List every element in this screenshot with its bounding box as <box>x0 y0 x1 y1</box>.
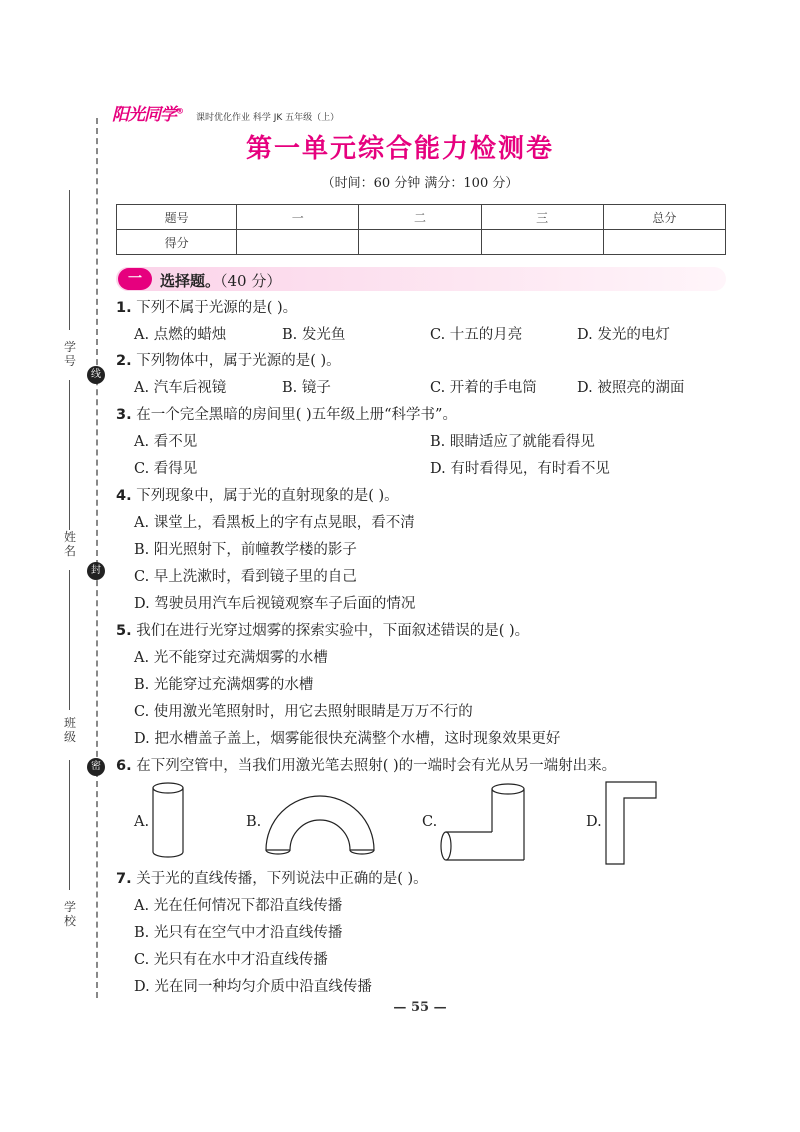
question-stem <box>116 351 341 371</box>
option-b[interactable]: B. 镜子 <box>282 380 331 396</box>
student-id-label: 学号 <box>63 340 76 368</box>
question-stem <box>116 621 529 641</box>
question-stem <box>116 298 297 318</box>
score-table-header-row <box>117 205 726 230</box>
name-label: 姓名 <box>63 530 76 558</box>
question-stem <box>116 869 428 889</box>
score-table-cell: 题号 <box>117 205 237 230</box>
question-text: 下列不属于光源的是( )。 <box>131 300 298 316</box>
question-number: 6. <box>116 758 132 774</box>
section-points: （40 分） <box>220 272 282 290</box>
brand-name: 阳光同学 <box>112 105 176 125</box>
question-number: 2. <box>116 353 132 369</box>
section-title <box>160 270 281 291</box>
option-c[interactable]: C. 开着的手电筒 <box>430 380 537 396</box>
option-b[interactable]: B. 发光鱼 <box>282 327 346 343</box>
option-d[interactable]: D. 光在同一种均匀介质中沿直线传播 <box>134 979 372 995</box>
option-c[interactable]: C. 光只有在水中才沿直线传播 <box>134 952 328 968</box>
score-input-cell[interactable] <box>237 230 359 255</box>
option-d[interactable]: D. 驾驶员用汽车后视镜观察车子后面的情况 <box>134 596 416 612</box>
student-id-line <box>69 190 70 330</box>
page-number: — 55 — <box>393 1000 447 1015</box>
question-text: 下列物体中，属于光源的是( )。 <box>131 353 341 369</box>
class-label: 班级 <box>63 716 76 744</box>
question-text: 下列现象中，属于光的直射现象的是( )。 <box>131 488 399 504</box>
seal-secret-mark: 密 <box>87 758 105 776</box>
straight-tube-figure <box>150 780 190 862</box>
score-table-cell: 得分 <box>117 230 237 255</box>
question-stem <box>116 486 399 506</box>
question-text: 在一个完全黑暗的房间里( )五年级上册“科学书”。 <box>131 407 457 423</box>
l-shaped-tube-figure <box>440 780 530 866</box>
score-table <box>116 204 726 255</box>
option-a[interactable]: A. <box>134 814 150 830</box>
series-info: 课时优化作业 科学 JK 五年级（上） <box>196 113 340 123</box>
option-c[interactable]: C. 十五的月亮 <box>430 327 523 343</box>
option-c[interactable]: C. 早上洗漱时，看到镜子里的自己 <box>134 569 357 585</box>
option-d[interactable]: D. 被照亮的湖面 <box>577 380 685 396</box>
question-number: 5. <box>116 623 132 639</box>
option-a[interactable]: A. 点燃的蜡烛 <box>134 327 227 343</box>
question-number: 1. <box>116 300 132 316</box>
option-d[interactable]: D. <box>586 814 602 830</box>
option-c[interactable]: C. 使用激光笔照射时，用它去照射眼睛是万万不行的 <box>134 704 473 720</box>
section-title-text: 选择题。 <box>160 272 221 290</box>
option-a[interactable]: A. 汽车后视镜 <box>134 380 227 396</box>
option-b[interactable]: B. 光只有在空气中才沿直线传播 <box>134 925 343 941</box>
option-a[interactable]: A. 光不能穿过充满烟雾的水槽 <box>134 650 328 666</box>
name-line <box>69 380 70 530</box>
option-a[interactable]: A. 课堂上，看黑板上的字有点晃眼，看不清 <box>134 515 415 531</box>
option-a[interactable]: A. 光在任何情况下都沿直线传播 <box>134 898 343 914</box>
option-d[interactable]: D. 有时看得见，有时看不见 <box>430 461 610 477</box>
exam-time-score: （时间：60 分钟 满分：100 分） <box>321 176 519 191</box>
school-label: 学校 <box>63 900 76 928</box>
option-b[interactable]: B. <box>246 814 262 830</box>
score-input-cell[interactable] <box>481 230 603 255</box>
question-number: 4. <box>116 488 132 504</box>
class-line <box>69 570 70 710</box>
question-text: 我们在进行光穿过烟雾的探索实验中，下面叙述错误的是( )。 <box>131 623 530 639</box>
score-input-cell[interactable] <box>603 230 725 255</box>
option-c[interactable]: C. <box>422 814 438 830</box>
option-c[interactable]: C. 看得见 <box>134 461 198 477</box>
option-d[interactable]: D. 把水槽盖子盖上，烟雾能很快充满整个水槽，这时现象效果更好 <box>134 731 561 747</box>
option-a[interactable]: A. 看不见 <box>134 434 198 450</box>
section-number-badge: 一 <box>118 268 152 290</box>
school-line <box>69 760 70 890</box>
score-table-cell: 三 <box>481 205 603 230</box>
seal-seal-mark: 封 <box>87 562 105 580</box>
brand-registered-mark: ® <box>176 106 183 116</box>
arched-tube-figure <box>264 790 376 860</box>
question-text: 关于光的直线传播，下列说法中正确的是( )。 <box>131 871 428 887</box>
score-table-cell: 二 <box>359 205 481 230</box>
option-b[interactable]: B. 光能穿过充满烟雾的水槽 <box>134 677 314 693</box>
brand-logo <box>112 100 183 125</box>
option-d[interactable]: D. 发光的电灯 <box>577 327 670 343</box>
score-input-cell[interactable] <box>359 230 481 255</box>
question-stem <box>116 405 457 425</box>
solid-bent-tube-figure <box>604 780 660 866</box>
seal-line-mark: 线 <box>87 366 105 384</box>
page-title: 第一单元综合能力检测卷 <box>245 134 554 164</box>
score-table-score-row <box>117 230 726 255</box>
score-table-cell: 一 <box>237 205 359 230</box>
option-b[interactable]: B. 眼睛适应了就能看得见 <box>430 434 595 450</box>
question-stem <box>116 756 616 776</box>
score-table-cell: 总分 <box>603 205 725 230</box>
question-number: 3. <box>116 407 132 423</box>
option-b[interactable]: B. 阳光照射下，前幢教学楼的影子 <box>134 542 357 558</box>
binding-dashed-line <box>96 118 98 998</box>
question-text: 在下列空管中，当我们用激光笔去照射( )的一端时会有光从另一端射出来。 <box>131 758 617 774</box>
question-number: 7. <box>116 871 132 887</box>
